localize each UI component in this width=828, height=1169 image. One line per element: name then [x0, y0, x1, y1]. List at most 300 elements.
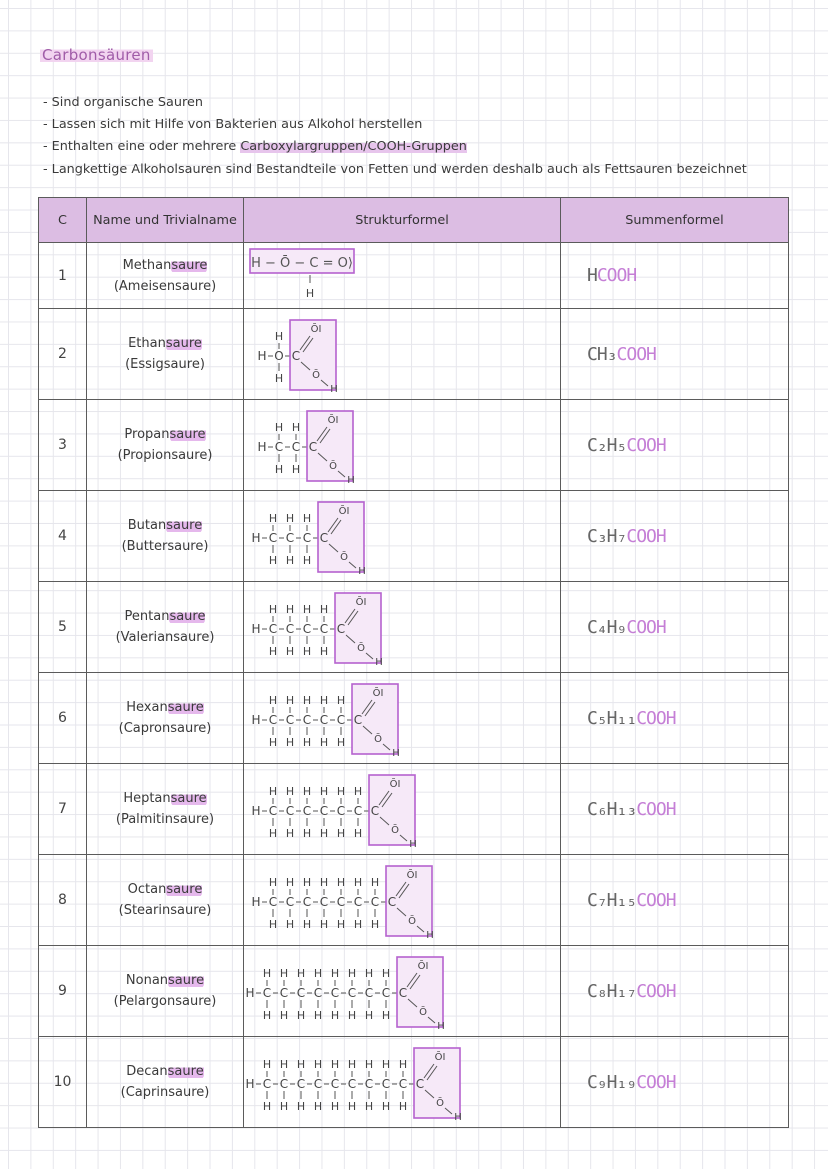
acid-name-suffix: saure — [170, 791, 207, 806]
structure-formula — [244, 310, 544, 398]
acid-name-stem: Nonan — [125, 973, 169, 988]
atom-h: H — [268, 918, 278, 931]
atom-o: ŌI — [434, 1052, 446, 1063]
atom-o: ŌI — [406, 870, 418, 881]
atom-h: H — [330, 1100, 340, 1113]
formula-alkyl: C₆H₁₃ — [587, 798, 637, 820]
bullet-item: - Langkettige Alkoholsauren sind Bestandteile von Fetten und werden deshalb auch als Fettsauren bezeichnet — [43, 161, 747, 177]
atom-c: C — [370, 804, 380, 818]
formula-cooh: COOH — [626, 434, 666, 456]
atom-c: C — [364, 986, 374, 1000]
header-struct: Strukturformel — [244, 198, 561, 243]
acid-name-cell — [87, 673, 244, 764]
atom-c: C — [353, 713, 363, 727]
atom-h: H — [313, 1058, 323, 1071]
atom-c: C — [302, 895, 312, 909]
atom-h: H — [364, 1100, 374, 1113]
atom-h: H — [347, 475, 355, 486]
atom-o: Ō — [340, 552, 348, 563]
atom-h: H — [336, 918, 346, 931]
atom-h: H — [353, 785, 363, 798]
atom-h: H — [364, 1058, 374, 1071]
atom-c: C — [262, 986, 272, 1000]
acid-name-suffix: saure — [168, 973, 205, 988]
atom-h: H — [268, 603, 278, 616]
carbon-count: 1 — [39, 243, 87, 309]
acid-name — [87, 879, 243, 900]
atom-o: Ō — [436, 1098, 444, 1109]
carbon-count: 2 — [39, 309, 87, 400]
atom-h: H — [268, 512, 278, 525]
formula-row: H − Ō − C = O⟩ — [251, 255, 353, 271]
carbon-count: 7 — [39, 764, 87, 855]
trivial-name: (Propionsaure) — [117, 448, 213, 463]
atom-c: C — [274, 440, 284, 454]
formula-alkyl: C₇H₁₅ — [587, 889, 637, 911]
atom-c: C — [285, 531, 295, 545]
atom-h: H — [262, 1100, 272, 1113]
formula-cooh: COOH — [636, 980, 676, 1002]
atom-h: H — [319, 694, 329, 707]
structure-cell — [244, 946, 561, 1037]
table-row — [39, 673, 789, 764]
atom-h: H — [251, 895, 261, 909]
structure-formula — [244, 947, 544, 1035]
carbon-count: 3 — [39, 400, 87, 491]
atom-c: C — [302, 531, 312, 545]
carbon-count: 10 — [39, 1037, 87, 1128]
atom-h: H — [268, 554, 278, 567]
atom-h: H — [251, 531, 261, 545]
acid-name-cell — [87, 764, 244, 855]
atom-c: C — [291, 440, 301, 454]
atom-h: H — [274, 330, 284, 343]
acid-name-stem: Decan — [126, 1064, 168, 1079]
atom-c: C — [268, 531, 278, 545]
molecular-formula — [561, 400, 789, 491]
atom-c: C — [319, 804, 329, 818]
atom-o: Ō — [329, 461, 337, 472]
acid-name-cell — [87, 582, 244, 673]
atom-h: H — [319, 603, 329, 616]
atom-h: H — [268, 736, 278, 749]
structure-formula — [244, 245, 544, 307]
atom-h: H — [302, 827, 312, 840]
molecular-formula — [561, 673, 789, 764]
structure-cell — [244, 673, 561, 764]
atom-h: H — [313, 1100, 323, 1113]
structure-formula — [244, 492, 544, 580]
carbon-count: 9 — [39, 946, 87, 1037]
molecular-formula — [561, 764, 789, 855]
header-c: C — [39, 198, 87, 243]
atom-c: C — [296, 1077, 306, 1091]
structure-cell — [244, 400, 561, 491]
atom-h: H — [364, 967, 374, 980]
atom-c: C — [268, 622, 278, 636]
molecular-formula — [561, 243, 789, 309]
carbon-count: 6 — [39, 673, 87, 764]
table-body — [39, 243, 789, 1128]
atom-h: H — [381, 1009, 391, 1022]
carbon-count: 8 — [39, 855, 87, 946]
atom-h: H — [302, 785, 312, 798]
table-row — [39, 400, 789, 491]
atom-h: H — [302, 918, 312, 931]
atom-c: C — [353, 895, 363, 909]
atom-h: H — [262, 1009, 272, 1022]
atom-h: H — [398, 1058, 408, 1071]
acid-name-cell — [87, 855, 244, 946]
header-name: Name und Trivialname — [87, 198, 244, 243]
atom-h: H — [279, 1100, 289, 1113]
structure-cell — [244, 243, 561, 309]
atom-h: H — [302, 603, 312, 616]
trivial-name: (Essigsaure) — [125, 357, 205, 372]
acid-name-stem: Methan — [122, 257, 172, 273]
acid-name-suffix: saure — [171, 257, 208, 273]
atom-c: C — [336, 804, 346, 818]
atom-c: C — [308, 440, 318, 454]
structure-formula — [244, 674, 544, 762]
formula-cooh: COOH — [636, 798, 676, 820]
acid-name-cell — [87, 1037, 244, 1128]
trivial-name: (Capronsaure) — [118, 721, 212, 736]
atom-o: ŌI — [310, 324, 322, 335]
atom-o: ŌI — [417, 961, 429, 972]
atom-h: H — [336, 694, 346, 707]
atom-h: H — [330, 967, 340, 980]
atom-h: H — [279, 1058, 289, 1071]
formula-alkyl: H — [587, 265, 597, 286]
structure-cell — [244, 491, 561, 582]
atom-h: H — [353, 918, 363, 931]
molecular-formula — [561, 582, 789, 673]
formula-cooh: COOH — [636, 1071, 676, 1093]
formula-alkyl: C₈H₁₇ — [587, 980, 637, 1002]
table-header-row — [39, 198, 789, 243]
atom-h: H — [296, 1100, 306, 1113]
atom-c: C — [319, 713, 329, 727]
atom-h: H — [268, 694, 278, 707]
table-row — [39, 309, 789, 400]
formula-cooh: COOH — [636, 707, 676, 729]
acid-name-stem: Butan — [127, 518, 167, 533]
acid-name-cell — [87, 309, 244, 400]
atom-h: H — [364, 1009, 374, 1022]
header-sum: Summenformel — [561, 198, 789, 243]
acid-name-stem: Hexan — [126, 700, 168, 715]
formula-alkyl: C₉H₁₉ — [587, 1071, 637, 1093]
atom-c: C — [347, 986, 357, 1000]
atom-h: H — [245, 986, 255, 1000]
atom-h: H — [285, 554, 295, 567]
atom-h: H — [296, 1058, 306, 1071]
atom-c: C — [398, 986, 408, 1000]
atom-h: H — [257, 349, 267, 363]
atom-c: C — [415, 1077, 425, 1091]
atom-c: C — [364, 1077, 374, 1091]
atom-h: H — [437, 1021, 445, 1032]
atom-h: H — [319, 736, 329, 749]
atom-h: H — [381, 1100, 391, 1113]
table-row — [39, 1037, 789, 1128]
acid-name-cell — [87, 491, 244, 582]
structure-formula — [244, 856, 544, 944]
atom-o: ŌI — [327, 415, 339, 426]
atom-o: ŌI — [338, 506, 350, 517]
atom-h: H — [319, 876, 329, 889]
table-row — [39, 582, 789, 673]
atom-h: H — [347, 1058, 357, 1071]
acid-name-cell — [87, 400, 244, 491]
atom-h: H — [336, 785, 346, 798]
atom-h: H — [251, 622, 261, 636]
acid-name-suffix: saure — [166, 882, 203, 897]
atom-c: C — [319, 895, 329, 909]
acid-name-suffix: saure — [167, 700, 204, 715]
atom-c: C — [268, 895, 278, 909]
acid-name — [87, 333, 243, 354]
atom-h: H — [285, 736, 295, 749]
atom-h: H — [274, 463, 284, 476]
acid-name-suffix: saure — [165, 336, 202, 351]
atom-h: H — [285, 918, 295, 931]
table-row — [39, 491, 789, 582]
atom-h: H — [409, 839, 417, 850]
atom-c: C — [370, 895, 380, 909]
bullet-item — [43, 136, 747, 158]
atom-h: H — [274, 421, 284, 434]
atom-c: C — [381, 1077, 391, 1091]
atom-h: H — [426, 930, 434, 941]
atom-c: C — [330, 986, 340, 1000]
atom-c: C — [268, 713, 278, 727]
atom-c: C — [319, 531, 329, 545]
trivial-name: (Stearinsaure) — [118, 903, 212, 918]
bullet-item: - Sind organische Sauren — [43, 95, 203, 110]
acid-name — [87, 1061, 243, 1082]
bullet-text-highlighted: - Enthalten eine oder mehrere Carboxylargruppen/COOH-Gruppen — [43, 139, 467, 155]
highlight-carboxyl: Carboxylargruppen/COOH-Gruppen — [240, 139, 467, 155]
atom-h: H — [370, 918, 380, 931]
acid-name-suffix: saure — [169, 609, 206, 624]
atom-h: H — [262, 1058, 272, 1071]
atom-h: H — [313, 967, 323, 980]
formula-cooh: COOH — [616, 343, 656, 365]
atom-c: C — [285, 622, 295, 636]
atom-c: C — [296, 986, 306, 1000]
acid-name-suffix: saure — [167, 1064, 204, 1079]
acid-name — [87, 606, 243, 627]
formula-cooh: COOH — [626, 525, 666, 547]
acid-name-stem: Heptan — [123, 791, 171, 806]
structure-cell — [244, 855, 561, 946]
atom-c: C — [313, 1077, 323, 1091]
atom-c: C — [336, 622, 346, 636]
atom-h: H — [302, 694, 312, 707]
acid-name-stem: Propan — [124, 427, 170, 442]
atom-c: C — [387, 895, 397, 909]
acid-name — [87, 970, 243, 991]
structure-cell — [244, 764, 561, 855]
atom-h: H — [268, 876, 278, 889]
atom-h: H — [257, 440, 267, 454]
atom-c: C — [285, 713, 295, 727]
atom-c: C — [262, 1077, 272, 1091]
formula-cooh: COOH — [636, 889, 676, 911]
atom-c: C — [279, 1077, 289, 1091]
atom-h: H — [285, 827, 295, 840]
atom-h: H — [302, 736, 312, 749]
acid-name-stem: Ethan — [128, 336, 166, 351]
atom-h: H — [454, 1112, 462, 1123]
atom-h: H — [353, 827, 363, 840]
formula-alkyl: C₂H₅ — [587, 434, 627, 456]
trivial-name: (Palmitinsaure) — [115, 812, 215, 827]
atom-h: H — [398, 1100, 408, 1113]
atom-o: Ō — [312, 370, 320, 381]
atom-c: C — [302, 713, 312, 727]
acid-name-cell — [87, 243, 244, 309]
atom-h: H — [358, 566, 366, 577]
carbon-count: 4 — [39, 491, 87, 582]
acid-name-cell — [87, 946, 244, 1037]
trivial-name: (Caprinsaure) — [120, 1085, 210, 1100]
formula-alkyl: CH₃ — [587, 343, 617, 365]
acid-name — [87, 255, 243, 276]
atom-h: H — [330, 1058, 340, 1071]
atom-h: H — [262, 967, 272, 980]
atom-h: H — [285, 876, 295, 889]
atom-h: H — [319, 827, 329, 840]
atom-h: H — [381, 967, 391, 980]
atom-c: C — [285, 804, 295, 818]
formula-cooh: COOH — [596, 265, 637, 286]
atom-h: H — [296, 967, 306, 980]
atom-h: H — [336, 876, 346, 889]
atom-h: H — [268, 827, 278, 840]
atom-h: H — [319, 645, 329, 658]
atom-c: C — [398, 1077, 408, 1091]
atom-o: Ō — [374, 734, 382, 745]
trivial-name: (Ameisensaure) — [113, 278, 217, 294]
atom-h: H — [268, 785, 278, 798]
atom-c: C — [319, 622, 329, 636]
structure-cell — [244, 1037, 561, 1128]
atom-h: H — [392, 748, 400, 759]
trivial-name: (Buttersaure) — [121, 539, 209, 554]
atom-o: Ō — [419, 1007, 427, 1018]
atom-h: H — [336, 736, 346, 749]
acid-name — [87, 515, 243, 536]
molecular-formula — [561, 309, 789, 400]
acid-name — [87, 424, 243, 445]
atom-h: H — [285, 512, 295, 525]
atom-h: H — [313, 1009, 323, 1022]
atom-h: H — [296, 1009, 306, 1022]
trivial-name: (Pelargonsaure) — [113, 994, 217, 1009]
atom-c: C — [381, 986, 391, 1000]
table-row — [39, 764, 789, 855]
carboxylic-acid-table — [38, 197, 789, 1128]
table-row — [39, 243, 789, 309]
atom-h: H — [330, 384, 338, 395]
acid-name-suffix: saure — [166, 518, 203, 533]
acid-name — [87, 697, 243, 718]
atom-h: H — [274, 372, 284, 385]
atom-c: C — [302, 804, 312, 818]
atom-h: H — [336, 827, 346, 840]
page-title: Carbonsäuren — [42, 46, 151, 64]
structure-formula — [244, 1038, 544, 1126]
atom-h: H — [305, 286, 315, 300]
atom-o: Ō — [408, 916, 416, 927]
acid-name-stem: Octan — [127, 882, 167, 897]
formula-alkyl: C₅H₁₁ — [587, 707, 637, 729]
formula-alkyl: C₄H₉ — [587, 616, 627, 638]
table-row — [39, 946, 789, 1037]
atom-c: C — [347, 1077, 357, 1091]
atom-c: C — [353, 804, 363, 818]
acid-name — [87, 788, 243, 809]
atom-o: ŌI — [389, 779, 401, 790]
atom-h: H — [302, 876, 312, 889]
atom-h: H — [245, 1077, 255, 1091]
atom-h: H — [285, 645, 295, 658]
atom-h: H — [279, 967, 289, 980]
acid-name-stem: Pentan — [124, 609, 170, 624]
atom-h: H — [279, 1009, 289, 1022]
formula-cooh: COOH — [626, 616, 666, 638]
atom-c: C — [330, 1077, 340, 1091]
atom-h: H — [285, 785, 295, 798]
atom-h: H — [319, 785, 329, 798]
atom-h: H — [285, 603, 295, 616]
atom-c: C — [285, 895, 295, 909]
bullet-item: - Lassen sich mit Hilfe von Bakterien aus Alkohol herstellen — [43, 117, 423, 133]
atom-c: C — [313, 986, 323, 1000]
structure-formula — [244, 401, 544, 489]
atom-o: ŌI — [372, 688, 384, 699]
molecular-formula — [561, 1037, 789, 1128]
bullet-list — [43, 92, 747, 181]
atom-h: H — [251, 713, 261, 727]
atom-h: H — [291, 421, 301, 434]
molecular-formula — [561, 946, 789, 1037]
atom-c: C — [336, 713, 346, 727]
structure-cell — [244, 309, 561, 400]
atom-c: C — [336, 895, 346, 909]
atom-o: O — [274, 349, 284, 363]
table-row — [39, 855, 789, 946]
carbon-count: 5 — [39, 582, 87, 673]
atom-c: C — [279, 986, 289, 1000]
structure-cell — [244, 582, 561, 673]
atom-h: H — [302, 512, 312, 525]
molecular-formula — [561, 491, 789, 582]
atom-h: H — [319, 918, 329, 931]
structure-formula — [244, 583, 544, 671]
atom-c: C — [291, 349, 301, 363]
atom-o: Ō — [391, 825, 399, 836]
atom-h: H — [370, 876, 380, 889]
atom-h: H — [347, 967, 357, 980]
atom-h: H — [353, 876, 363, 889]
atom-o: Ō — [357, 643, 365, 654]
atom-h: H — [347, 1100, 357, 1113]
formula-alkyl: C₃H₇ — [587, 525, 627, 547]
